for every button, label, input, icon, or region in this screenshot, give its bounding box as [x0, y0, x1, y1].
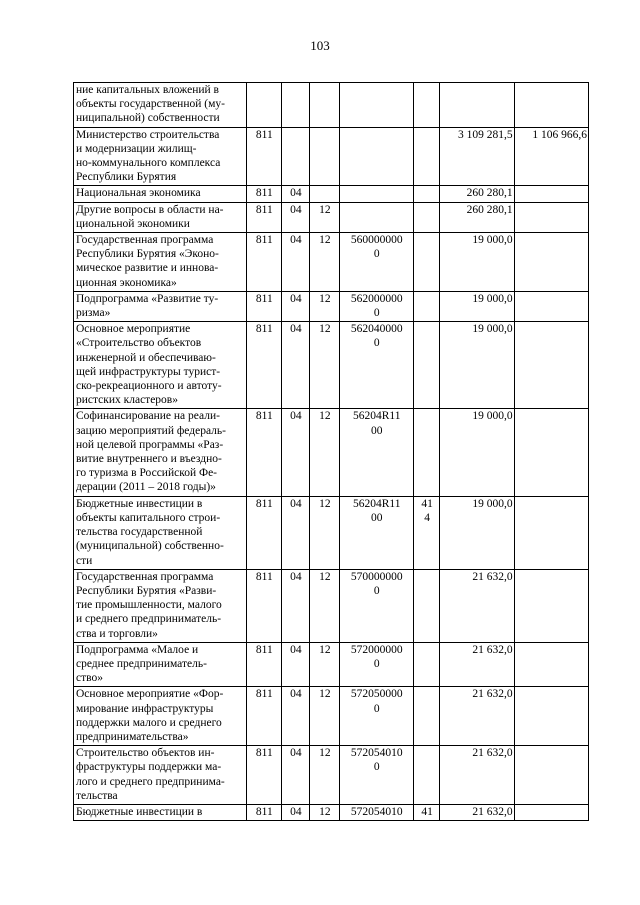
section-code-cell: 04 [281, 202, 309, 232]
target-article-cell: 562000000 0 [339, 291, 413, 321]
ministry-code-cell: 811 [247, 687, 282, 746]
table-row [74, 83, 589, 128]
sum-year-2-cell [514, 687, 588, 746]
target-article-cell: 560000000 0 [339, 233, 413, 292]
table-row [74, 233, 589, 292]
sum-year-1-cell: 19 000,0 [440, 291, 514, 321]
subsection-code-cell: 12 [310, 291, 340, 321]
expense-type-cell [413, 186, 439, 202]
target-article-cell [339, 186, 413, 202]
expense-type-cell [413, 233, 439, 292]
ministry-code-cell [247, 83, 282, 128]
ministry-code-cell: 811 [247, 322, 282, 409]
ministry-code-cell: 811 [247, 804, 282, 820]
row-name-cell: Софинансирование на реали- зацию мероприятий федераль- ной целевой программы «Раз- витие внутреннего и въездно- го туризма в Российской Фе- дерации (2011 – 2018 годы)» [74, 409, 247, 496]
sum-year-2-cell [514, 202, 588, 232]
subsection-code-cell: 12 [310, 233, 340, 292]
expense-type-cell [413, 642, 439, 687]
subsection-code-cell: 12 [310, 642, 340, 687]
expense-type-cell [413, 202, 439, 232]
sum-year-1-cell: 19 000,0 [440, 409, 514, 496]
row-name-cell: Подпрограмма «Развитие ту- ризма» [74, 291, 247, 321]
table-row [74, 186, 589, 202]
sum-year-2-cell [514, 322, 588, 409]
sum-year-2-cell [514, 233, 588, 292]
table-row [74, 804, 589, 820]
section-code-cell: 04 [281, 496, 309, 569]
ministry-code-cell: 811 [247, 569, 282, 642]
row-name-cell: Основное мероприятие «Строительство объектов инженерной и обеспечиваю- щей инфраструктуры турист- ско-рекреационного и автоту- ристских кластеров» [74, 322, 247, 409]
target-article-cell [339, 83, 413, 128]
section-code-cell: 04 [281, 569, 309, 642]
row-name-cell: Строительство объектов ин- фраструктуры поддержки ма- лого и среднего предпринима- тельства [74, 746, 247, 805]
sum-year-1-cell: 19 000,0 [440, 496, 514, 569]
ministry-code-cell: 811 [247, 746, 282, 805]
expense-type-cell [413, 687, 439, 746]
sum-year-1-cell: 21 632,0 [440, 746, 514, 805]
target-article-cell: 572000000 0 [339, 642, 413, 687]
target-article-cell: 56204R11 00 [339, 409, 413, 496]
section-code-cell: 04 [281, 186, 309, 202]
section-code-cell: 04 [281, 642, 309, 687]
sum-year-1-cell: 21 632,0 [440, 569, 514, 642]
expense-type-cell [413, 746, 439, 805]
sum-year-2-cell [514, 83, 588, 128]
table-body [74, 83, 589, 821]
subsection-code-cell: 12 [310, 569, 340, 642]
table-row [74, 291, 589, 321]
section-code-cell [281, 83, 309, 128]
sum-year-1-cell: 21 632,0 [440, 687, 514, 746]
target-article-cell: 572050000 0 [339, 687, 413, 746]
table-row [74, 642, 589, 687]
ministry-code-cell: 811 [247, 409, 282, 496]
subsection-code-cell: 12 [310, 804, 340, 820]
row-name-cell: Основное мероприятие «Фор- мирование инфраструктуры поддержки малого и среднего предпринимательства» [74, 687, 247, 746]
target-article-cell: 572054010 [339, 804, 413, 820]
section-code-cell: 04 [281, 322, 309, 409]
sum-year-2-cell [514, 409, 588, 496]
row-name-cell: Государственная программа Республики Бурятия «Разви- тие промышленности, малого и среднего предприниматель- ства и торговли» [74, 569, 247, 642]
table-row [74, 746, 589, 805]
row-name-cell: Государственная программа Республики Бурятия «Эконо- мическое развитие и иннова- ционная экономика» [74, 233, 247, 292]
sum-year-2-cell [514, 569, 588, 642]
expense-type-cell: 41 [413, 804, 439, 820]
section-code-cell: 04 [281, 687, 309, 746]
sum-year-2-cell [514, 496, 588, 569]
row-name-cell: Другие вопросы в области на- циональной экономики [74, 202, 247, 232]
expense-type-cell: 41 4 [413, 496, 439, 569]
table-row [74, 322, 589, 409]
sum-year-2-cell [514, 291, 588, 321]
expense-type-cell [413, 291, 439, 321]
table-row [74, 687, 589, 746]
target-article-cell: 570000000 0 [339, 569, 413, 642]
table-row [74, 409, 589, 496]
sum-year-2-cell [514, 804, 588, 820]
sum-year-1-cell [440, 83, 514, 128]
target-article-cell: 562040000 0 [339, 322, 413, 409]
sum-year-2-cell [514, 186, 588, 202]
ministry-code-cell: 811 [247, 642, 282, 687]
target-article-cell [339, 202, 413, 232]
page-number: 103 [310, 38, 330, 53]
ministry-code-cell: 811 [247, 202, 282, 232]
target-article-cell [339, 127, 413, 186]
sum-year-1-cell: 260 280,1 [440, 202, 514, 232]
section-code-cell: 04 [281, 233, 309, 292]
table-row [74, 202, 589, 232]
section-code-cell: 04 [281, 291, 309, 321]
expense-type-cell [413, 569, 439, 642]
sum-year-1-cell: 21 632,0 [440, 642, 514, 687]
ministry-code-cell: 811 [247, 496, 282, 569]
target-article-cell: 572054010 0 [339, 746, 413, 805]
ministry-code-cell: 811 [247, 233, 282, 292]
row-name-cell: Бюджетные инвестиции в объекты капитального строи- тельства государственной (муниципальной) собственно- сти [74, 496, 247, 569]
section-code-cell [281, 127, 309, 186]
subsection-code-cell: 12 [310, 746, 340, 805]
expense-type-cell [413, 409, 439, 496]
sum-year-2-cell: 1 106 966,6 [514, 127, 588, 186]
row-name-cell: Национальная экономика [74, 186, 247, 202]
ministry-code-cell: 811 [247, 291, 282, 321]
subsection-code-cell: 12 [310, 202, 340, 232]
subsection-code-cell [310, 83, 340, 128]
target-article-cell: 56204R11 00 [339, 496, 413, 569]
budget-table [73, 82, 589, 821]
sum-year-1-cell: 260 280,1 [440, 186, 514, 202]
section-code-cell: 04 [281, 746, 309, 805]
table-row [74, 496, 589, 569]
ministry-code-cell: 811 [247, 127, 282, 186]
expense-type-cell [413, 322, 439, 409]
table-row [74, 569, 589, 642]
subsection-code-cell: 12 [310, 409, 340, 496]
expense-type-cell [413, 83, 439, 128]
expense-type-cell [413, 127, 439, 186]
section-code-cell: 04 [281, 409, 309, 496]
section-code-cell: 04 [281, 804, 309, 820]
table-row [74, 127, 589, 186]
row-name-cell: ние капитальных вложений в объекты государственной (му- ниципальной) собственности [74, 83, 247, 128]
subsection-code-cell: 12 [310, 322, 340, 409]
sum-year-2-cell [514, 746, 588, 805]
row-name-cell: Подпрограмма «Малое и среднее предприниматель- ство» [74, 642, 247, 687]
sum-year-1-cell: 21 632,0 [440, 804, 514, 820]
row-name-cell: Бюджетные инвестиции в [74, 804, 247, 820]
sum-year-2-cell [514, 642, 588, 687]
ministry-code-cell: 811 [247, 186, 282, 202]
row-name-cell: Министерство строительства и модернизации жилищ- но-коммунального комплекса Республики Бурятия [74, 127, 247, 186]
sum-year-1-cell: 19 000,0 [440, 322, 514, 409]
sum-year-1-cell: 19 000,0 [440, 233, 514, 292]
subsection-code-cell [310, 186, 340, 202]
sum-year-1-cell: 3 109 281,5 [440, 127, 514, 186]
subsection-code-cell: 12 [310, 687, 340, 746]
subsection-code-cell: 12 [310, 496, 340, 569]
subsection-code-cell [310, 127, 340, 186]
